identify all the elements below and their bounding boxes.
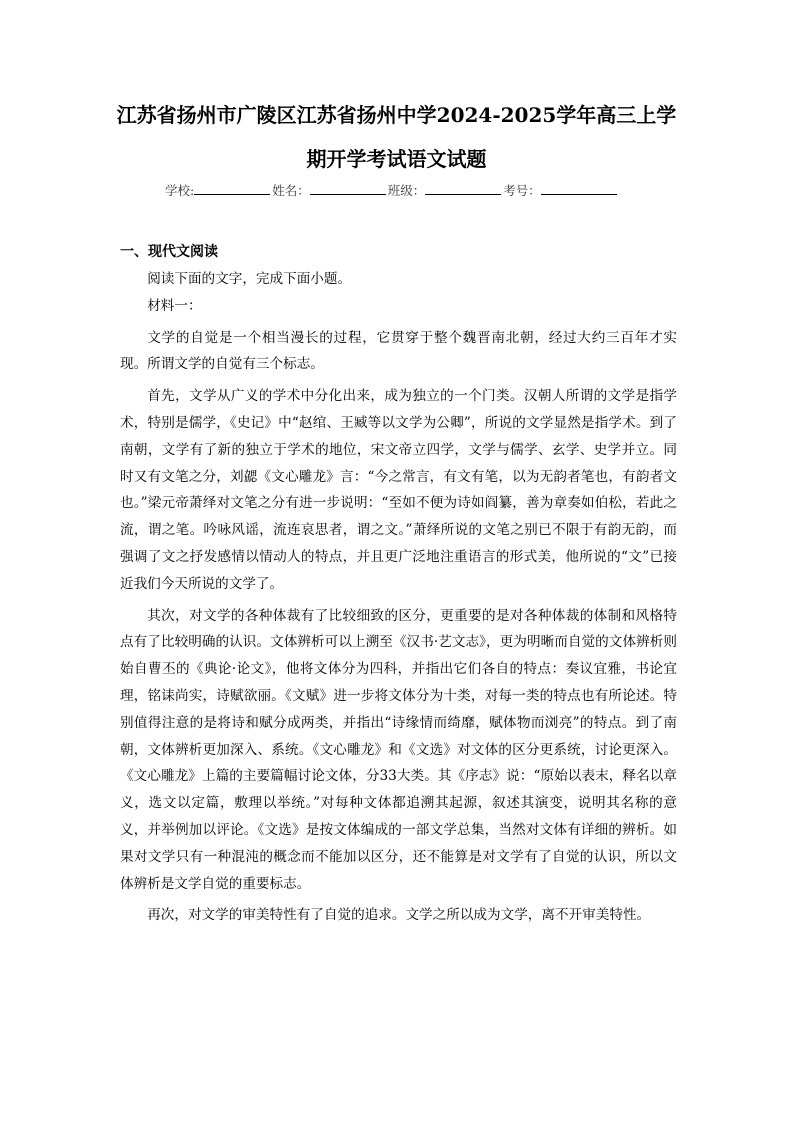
passage-paragraph: 文学的自觉是一个相当漫长的过程，它贯穿于整个魏晋南北朝，经过大约三百年才实现。所谓文学的自觉有三个标志。	[120, 329, 677, 373]
exam-number-blank[interactable]	[541, 182, 617, 195]
name-blank[interactable]	[310, 182, 386, 195]
school-blank[interactable]	[194, 182, 270, 195]
class-blank[interactable]	[425, 182, 501, 195]
passage-paragraph: 再次，对文学的审美特性有了自觉的追求。文学之所以成为文学，离不开审美特性。	[147, 907, 651, 924]
school-label: 学校:	[165, 183, 195, 198]
document-title-line-2: 期开学考试语文试题	[306, 147, 487, 171]
reading-passage	[120, 266, 677, 929]
instruction-paragraph: 阅读下面的文字，完成下面小题。	[147, 271, 352, 287]
passage-paragraph: 首先，文学从广义的学术中分化出来，成为独立的一个门类。汉朝人所谓的文学是指学术，特别是儒学，《史记》中“赵绾、王臧等以文学为公卿”，所说的文学显然是指学术。到了南朝，文学有了新的独立于学术的地位，宋文帝立四学，文学与儒学、玄学、史学并立。同时又有文笔之分，刘勰《文心雕龙》言：“今之常言，有文有笔，以为无韵者笔也，有韵者文也。”梁元帝萧绎对文笔之分有进一步说明：“至如不便为诗如阎纂，善为章奏如伯松，若此之流，谓之笔。吟咏风谣，流连哀思者，谓之文。”萧绎所说的文笔之别已不限于有韵无韵，而强调了文之抒发感情以情动人的特点，并且更广泛地注重语言的形式美，他所说的“文”已接近我们今天所说的文学了。	[120, 388, 677, 592]
document-title-line-1: 江苏省扬州市广陵区江苏省扬州中学2024-2025学年高三上学	[116, 103, 677, 127]
student-info-row	[165, 182, 635, 200]
exam-number-label: 考号：	[503, 183, 541, 198]
section-heading: 一、现代文阅读	[120, 244, 218, 260]
name-label: 姓名：	[272, 183, 310, 198]
class-label: 班级：	[387, 183, 426, 198]
material-label: 材料一：	[147, 297, 202, 314]
passage-paragraph: 其次，对文学的各种体裁有了比较细致的区分，更重要的是对各种体裁的体制和风格特点有了比较明确的认识。文体辨析可以上溯至《汉书·艺文志》，更为明晰而自觉的文体辨析则始自曹丕的《典论·论文》，他将文体分为四科，并指出它们各自的特点：奏议宜雅，书论宜理，铭诔尚实，诗赋欲丽。《文赋》进一步将文体分为十类，对每一类的特点也有所论述。特别值得注意的是将诗和赋分成两类，并指出“诗缘情而绮靡，赋体物而浏亮”的特点。到了南朝，文体辨析更加深入、系统。《文心雕龙》和《文选》对文体的区分更系统，讨论更深入。《文心雕龙》上篇的主要篇幅讨论文体，分33大类。其《序志》说：“原始以表末，释名以章义，选文以定篇，敷理以举统。”对每种文体都追溯其起源，叙述其演变，说明其名称的意义，并举例加以评论。《文选》是按文体编成的一部文学总集，当然对文体有详细的辨析。如果对文学只有一种混沌的概念而不能加以区分，还不能算是对文学有了自觉的认识，所以文体辨析是文学自觉的重要标志。	[120, 607, 677, 892]
